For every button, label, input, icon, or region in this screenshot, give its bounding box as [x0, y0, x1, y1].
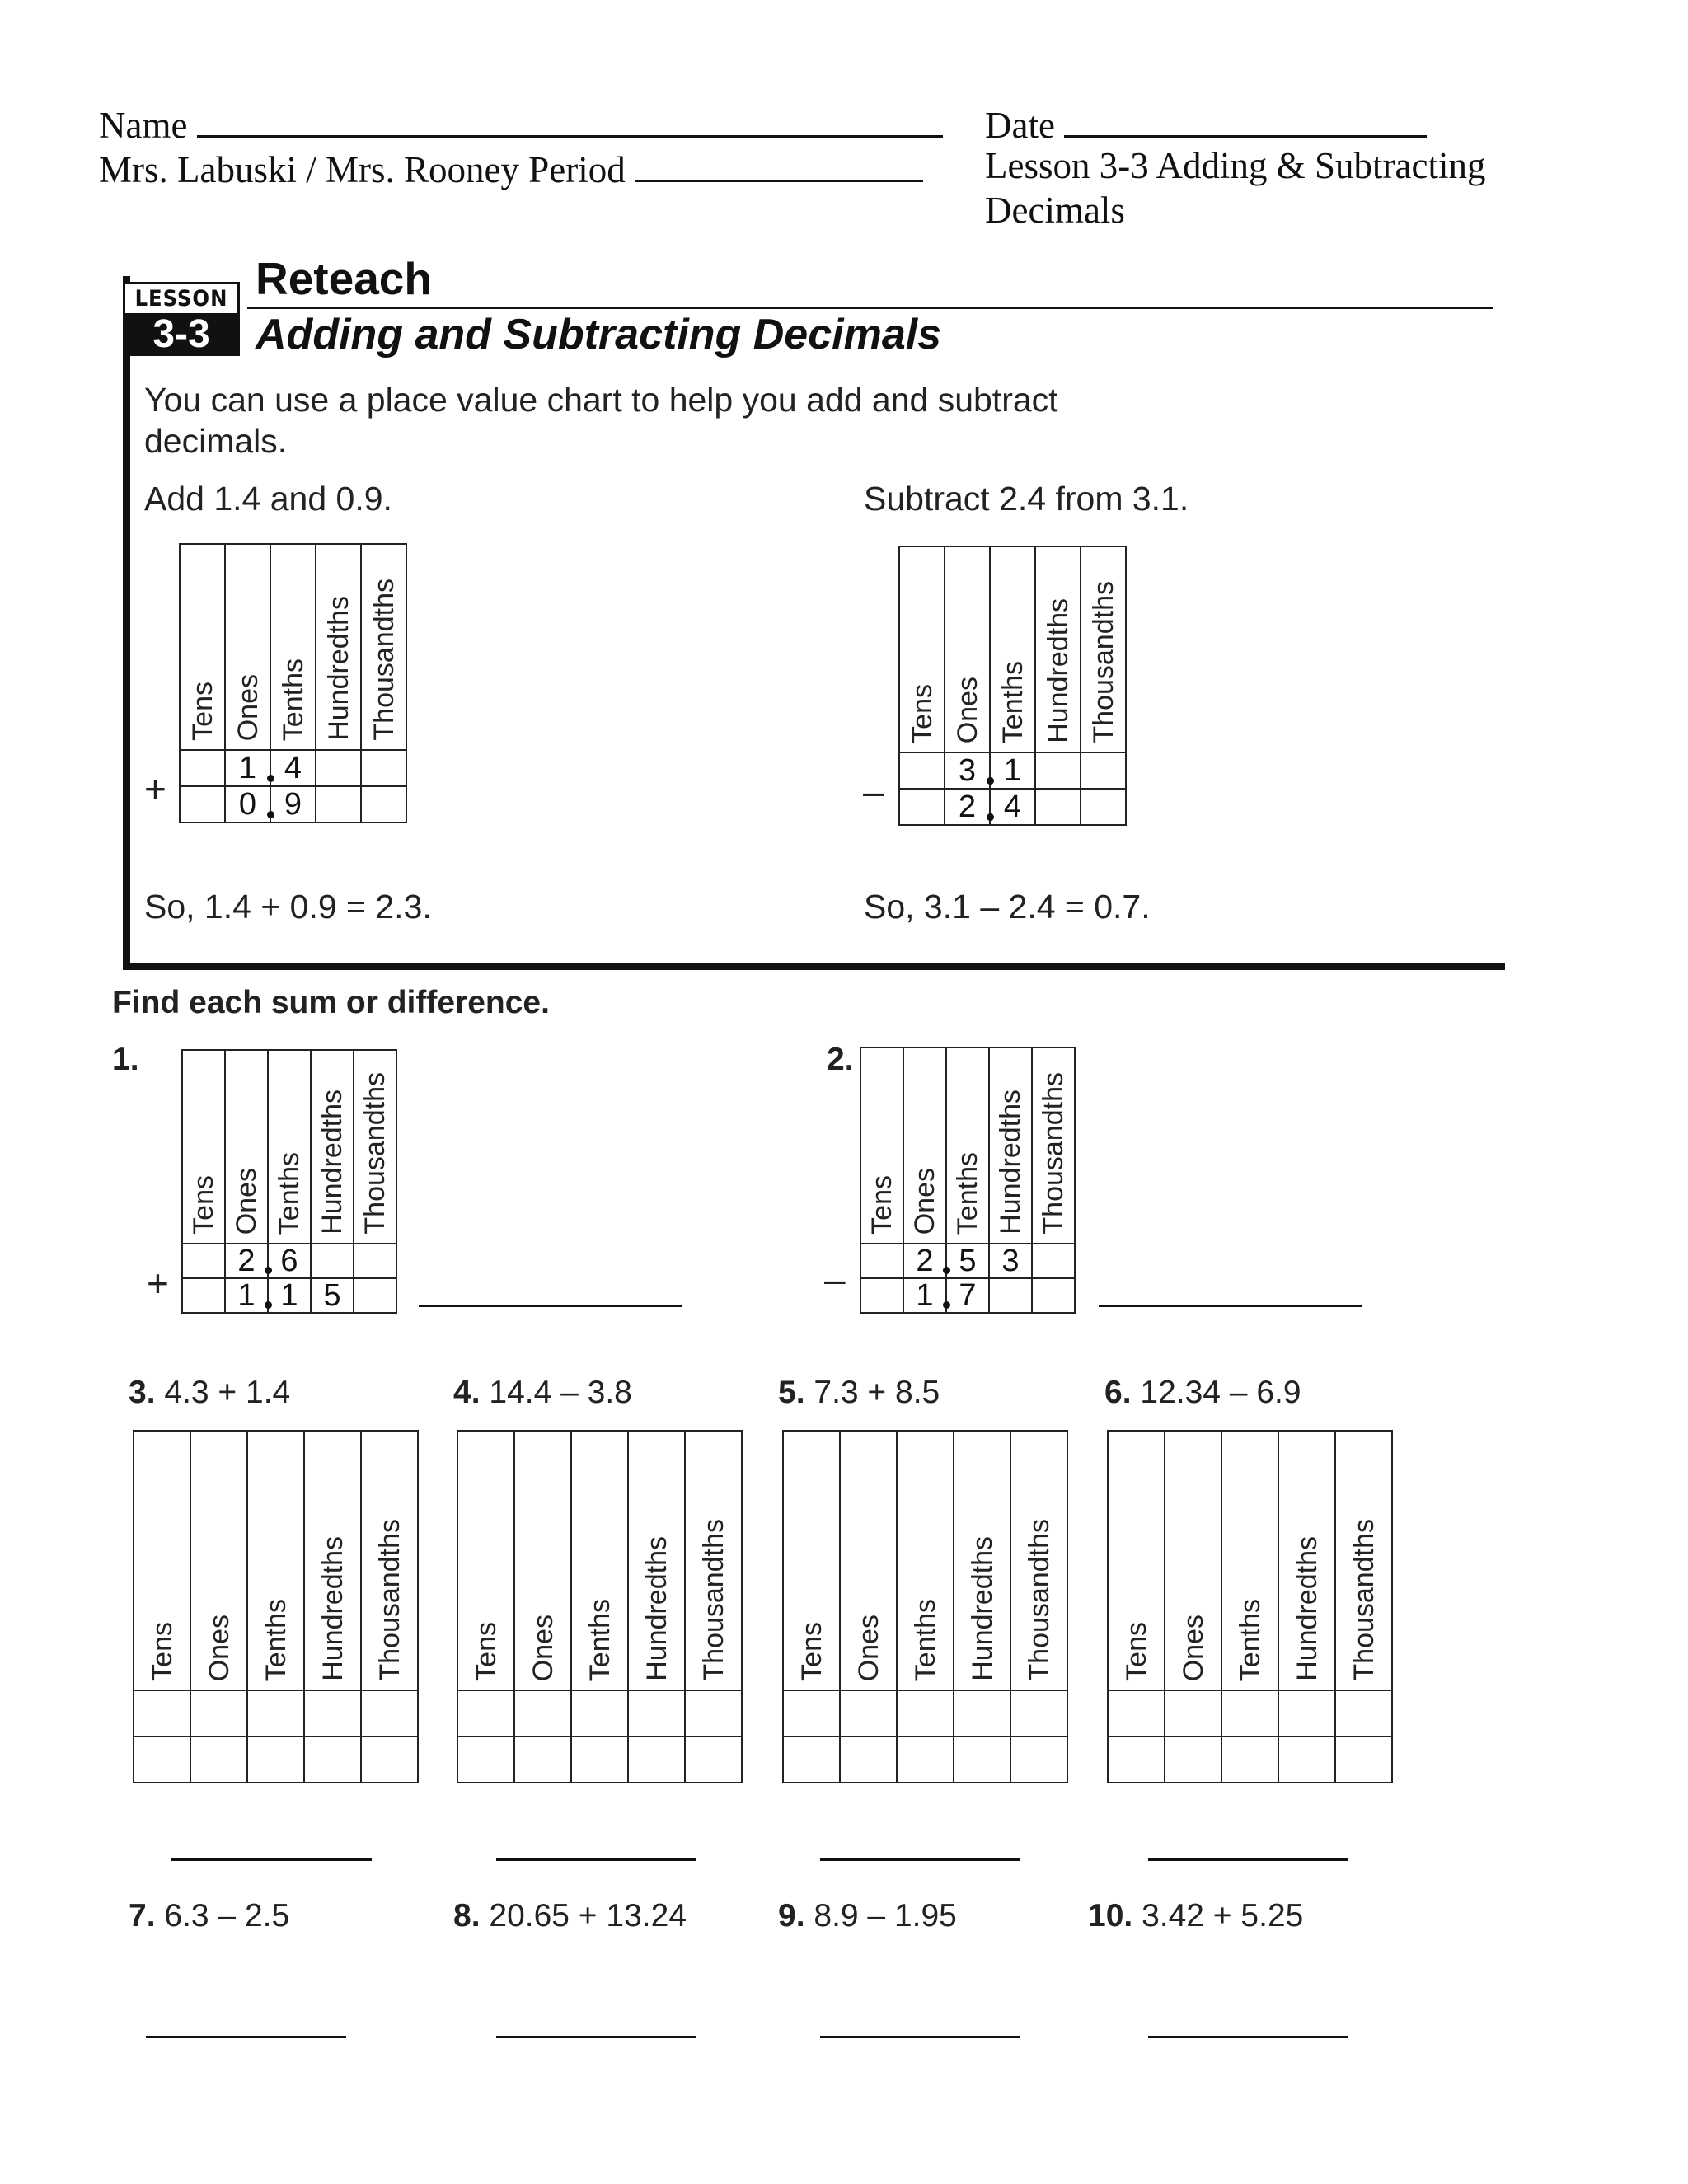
- pv-cell[interactable]: [361, 1736, 418, 1783]
- pv-header-tens: [182, 1050, 225, 1244]
- problem-5-answer-line[interactable]: [820, 1858, 1020, 1861]
- pv-cell[interactable]: [304, 1690, 361, 1736]
- pv-header-label: Tenths: [274, 1151, 305, 1235]
- pv-header-label: Tens: [188, 1175, 219, 1235]
- pv-header-tens: [860, 1047, 903, 1244]
- pv-cell: 2: [945, 789, 990, 825]
- example-subtract-result: So, 3.1 – 2.4 = 0.7.: [864, 888, 1151, 926]
- pv-header-tens: [1108, 1431, 1165, 1690]
- pv-cell[interactable]: [954, 1736, 1010, 1783]
- pv-header-label: Hundredths: [1291, 1536, 1323, 1681]
- example-add-result: So, 1.4 + 0.9 = 2.3.: [144, 888, 432, 926]
- pv-cell: [1032, 1278, 1075, 1313]
- pv-cell[interactable]: [783, 1736, 840, 1783]
- pv-cell[interactable]: [514, 1736, 571, 1783]
- lesson-badge-label: LESSON: [134, 286, 228, 312]
- pv-header-label: Hundredths: [995, 1090, 1026, 1235]
- pv-cell[interactable]: [457, 1690, 514, 1736]
- pv-cell: [361, 786, 406, 823]
- pv-cell[interactable]: [1165, 1690, 1221, 1736]
- decimal-point: [265, 1301, 272, 1309]
- problem-5-label: [778, 1374, 940, 1412]
- problem-2-operator: –: [824, 1258, 846, 1301]
- pv-cell[interactable]: [571, 1736, 628, 1783]
- pv-header-hundredths: [311, 1050, 354, 1244]
- pv-cell[interactable]: [1108, 1736, 1165, 1783]
- pv-cell: [1035, 789, 1081, 825]
- pv-cell: [899, 789, 945, 825]
- problem-1-operator: +: [147, 1262, 169, 1305]
- pv-header-label: Thousandths: [697, 1519, 729, 1681]
- problem-7-answer-line[interactable]: [146, 2036, 346, 2038]
- problem-2-number: 2.: [827, 1042, 854, 1077]
- pv-cell[interactable]: [1335, 1690, 1392, 1736]
- pv-header-label: Ones: [852, 1614, 884, 1681]
- problem-8-number: 8.: [453, 1898, 481, 1933]
- pv-cell[interactable]: [897, 1736, 954, 1783]
- pv-header-ones: [190, 1431, 247, 1690]
- pv-header-label: Ones: [231, 1167, 262, 1235]
- pv-cell: 2: [225, 1244, 268, 1278]
- pv-cell[interactable]: [190, 1736, 247, 1783]
- pv-header-ones: [840, 1431, 897, 1690]
- problem-4-label: [453, 1374, 632, 1412]
- minus-operator: –: [863, 770, 884, 813]
- pv-cell: 1: [225, 750, 270, 786]
- pv-header-label: Tens: [470, 1622, 502, 1681]
- name-label: Name: [99, 105, 188, 146]
- pv-cell: 7: [946, 1278, 989, 1313]
- pv-header-ones: [1165, 1431, 1221, 1690]
- pv-header-label: Tenths: [1234, 1598, 1266, 1681]
- problem-6-number: 6.: [1104, 1375, 1132, 1410]
- pv-header-hundredths: [304, 1431, 361, 1690]
- pv-cell[interactable]: [514, 1690, 571, 1736]
- pv-cell: 4: [270, 750, 316, 786]
- pv-header-label: Tens: [795, 1622, 828, 1681]
- pv-cell: 1: [268, 1278, 311, 1313]
- pv-cell: [1032, 1244, 1075, 1278]
- pv-header-tenths: [247, 1431, 304, 1690]
- pv-cell[interactable]: [1010, 1736, 1067, 1783]
- pv-cell: 3: [945, 752, 990, 789]
- problem-4-answer-line[interactable]: [496, 1858, 696, 1861]
- problem-7-label: [129, 1897, 289, 1935]
- pv-cell[interactable]: [840, 1736, 897, 1783]
- pv-header-label: Tens: [866, 1175, 898, 1235]
- place-value-chart-problem-3: [133, 1430, 419, 1783]
- name-line: [99, 99, 943, 148]
- pv-cell: 1: [990, 752, 1035, 789]
- pv-header-label: Thousandths: [368, 579, 400, 741]
- problem-7-number: 7.: [129, 1898, 156, 1933]
- pv-cell: 5: [946, 1244, 989, 1278]
- example-add-prompt: Add 1.4 and 0.9.: [144, 480, 392, 518]
- pv-header-label: Ones: [1177, 1614, 1209, 1681]
- pv-cell[interactable]: [190, 1690, 247, 1736]
- pv-cell[interactable]: [457, 1736, 514, 1783]
- pv-cell: [361, 750, 406, 786]
- place-value-chart-problem-6: [1107, 1430, 1393, 1783]
- reteach-title: Reteach: [256, 253, 432, 304]
- date-label: Date: [985, 105, 1055, 146]
- pv-cell[interactable]: [304, 1736, 361, 1783]
- pv-cell: [316, 750, 361, 786]
- pv-header-label: Tens: [186, 682, 218, 741]
- period-blank[interactable]: [635, 143, 923, 182]
- decimal-point: [987, 813, 994, 821]
- pv-header-label: Thousandths: [1023, 1519, 1055, 1681]
- pv-header-thousandths: [1335, 1431, 1392, 1690]
- pv-cell[interactable]: [897, 1690, 954, 1736]
- pv-header-label: Ones: [203, 1614, 235, 1681]
- pv-cell: [316, 786, 361, 823]
- pv-header-tenths: [897, 1431, 954, 1690]
- pv-header-label: Hundredths: [316, 1090, 348, 1235]
- pv-cell[interactable]: [628, 1690, 685, 1736]
- pv-header-thousandths: [361, 1431, 418, 1690]
- problem-1-answer-line[interactable]: [419, 1305, 682, 1307]
- problem-3-label: [129, 1374, 290, 1412]
- date-blank[interactable]: [1064, 99, 1427, 138]
- pv-cell: [354, 1278, 396, 1313]
- pv-header-label: Tens: [146, 1622, 178, 1681]
- pv-cell: [180, 750, 225, 786]
- pv-header-ones: [945, 546, 990, 752]
- pv-header-tenths: [270, 544, 316, 750]
- pv-header-ones: [225, 544, 270, 750]
- pv-header-tenths: [571, 1431, 628, 1690]
- problem-2-answer-line[interactable]: [1099, 1305, 1362, 1307]
- pv-header-hundredths: [989, 1047, 1032, 1244]
- pv-cell: [989, 1278, 1032, 1313]
- decimal-point: [265, 1267, 272, 1274]
- pv-cell[interactable]: [571, 1690, 628, 1736]
- date-line: [985, 99, 1427, 148]
- pv-header-hundredths: [954, 1431, 1010, 1690]
- pv-cell: 2: [903, 1244, 946, 1278]
- pv-header-label: Thousandths: [1087, 581, 1119, 743]
- pv-cell: 3: [989, 1244, 1032, 1278]
- place-value-chart-example-subtract: [898, 546, 1127, 826]
- problem-9-answer-line[interactable]: [820, 2036, 1020, 2038]
- pv-header-label: Thousandths: [373, 1519, 406, 1681]
- decimal-point: [267, 775, 274, 782]
- problem-8-expression: 20.65 + 13.24: [489, 1898, 687, 1933]
- pv-cell: 0: [225, 786, 270, 823]
- pv-header-label: Ones: [527, 1614, 559, 1681]
- pv-cell[interactable]: [1165, 1736, 1221, 1783]
- pv-cell[interactable]: [783, 1690, 840, 1736]
- pv-header-label: Tenths: [996, 660, 1029, 743]
- pv-cell: 6: [268, 1244, 311, 1278]
- pv-header-ones: [903, 1047, 946, 1244]
- pv-header-label: Hundredths: [1042, 598, 1074, 743]
- pv-cell: [1081, 752, 1126, 789]
- pv-header-label: Thousandths: [1038, 1072, 1069, 1235]
- pv-header-label: Thousandths: [359, 1072, 391, 1235]
- pv-header-label: Hundredths: [316, 1536, 349, 1681]
- place-value-chart-problem-5: [782, 1430, 1068, 1783]
- instructions: Find each sum or difference.: [112, 985, 550, 1020]
- pv-cell: [182, 1278, 225, 1313]
- reteach-subtitle: Adding and Subtracting Decimals: [256, 311, 942, 359]
- pv-header-label: Hundredths: [966, 1536, 998, 1681]
- pv-header-tenths: [268, 1050, 311, 1244]
- pv-header-label: Ones: [909, 1167, 940, 1235]
- pv-cell[interactable]: [840, 1690, 897, 1736]
- decimal-point: [943, 1267, 950, 1274]
- decimal-point: [267, 811, 274, 818]
- pv-header-tens: [783, 1431, 840, 1690]
- pv-header-label: Tenths: [277, 658, 309, 741]
- pv-header-label: Hundredths: [640, 1536, 673, 1681]
- pv-header-thousandths: [361, 544, 406, 750]
- intro-line2: decimals.: [144, 422, 288, 460]
- decimal-point: [987, 777, 994, 785]
- pv-cell[interactable]: [247, 1736, 304, 1783]
- problem-1-number: 1.: [112, 1042, 139, 1077]
- pv-cell: [860, 1244, 903, 1278]
- lesson-title-line1: Lesson 3-3 Adding & Subtracting: [985, 145, 1486, 186]
- pv-header-tens: [134, 1431, 190, 1690]
- pv-header-tenths: [946, 1047, 989, 1244]
- pv-cell: [899, 752, 945, 789]
- pv-header-thousandths: [1010, 1431, 1067, 1690]
- pv-header-tenths: [1221, 1431, 1278, 1690]
- pv-cell[interactable]: [1010, 1690, 1067, 1736]
- problem-9-label: [778, 1897, 957, 1935]
- pv-cell: 1: [225, 1278, 268, 1313]
- pv-cell: [182, 1244, 225, 1278]
- problem-8-label: [453, 1897, 687, 1935]
- pv-header-hundredths: [316, 544, 361, 750]
- pv-cell[interactable]: [685, 1736, 742, 1783]
- pv-cell[interactable]: [1221, 1736, 1278, 1783]
- plus-operator: +: [144, 767, 166, 810]
- pv-cell[interactable]: [1108, 1690, 1165, 1736]
- pv-cell: [354, 1244, 396, 1278]
- problem-4-number: 4.: [453, 1375, 481, 1410]
- problem-3-number: 3.: [129, 1375, 156, 1410]
- pv-header-label: Tenths: [909, 1598, 941, 1681]
- pv-header-tens: [899, 546, 945, 752]
- problem-10-answer-line[interactable]: [1148, 2036, 1348, 2038]
- pv-cell: 9: [270, 786, 316, 823]
- pv-cell: [1081, 789, 1126, 825]
- pv-cell: [180, 786, 225, 823]
- pv-header-tenths: [990, 546, 1035, 752]
- pv-cell[interactable]: [361, 1690, 418, 1736]
- pv-cell[interactable]: [1221, 1690, 1278, 1736]
- pv-cell[interactable]: [954, 1690, 1010, 1736]
- problem-6-expression: 12.34 – 6.9: [1140, 1375, 1301, 1410]
- pv-header-label: Ones: [232, 673, 264, 741]
- lesson-badge-number: 3-3: [125, 313, 237, 356]
- problem-6-answer-line[interactable]: [1148, 1858, 1348, 1861]
- pv-cell[interactable]: [1278, 1690, 1335, 1736]
- pv-header-label: Tens: [1120, 1622, 1152, 1681]
- problem-6-label: [1104, 1374, 1301, 1412]
- pv-header-thousandths: [1081, 546, 1126, 752]
- name-blank[interactable]: [197, 99, 943, 138]
- pv-header-ones: [514, 1431, 571, 1690]
- problem-5-expression: 7.3 + 8.5: [814, 1375, 940, 1410]
- place-value-chart-example-add: [179, 543, 407, 823]
- pv-header-thousandths: [354, 1050, 396, 1244]
- pv-cell[interactable]: [134, 1736, 190, 1783]
- example-subtract-prompt: Subtract 2.4 from 3.1.: [864, 480, 1189, 518]
- pv-cell: [311, 1244, 354, 1278]
- problem-9-expression: 8.9 – 1.95: [814, 1898, 957, 1933]
- pv-header-ones: [225, 1050, 268, 1244]
- pv-header-hundredths: [1278, 1431, 1335, 1690]
- pv-header-label: Tenths: [260, 1598, 292, 1681]
- place-value-chart-problem-2: [860, 1047, 1076, 1314]
- problem-10-number: 10.: [1088, 1898, 1133, 1933]
- pv-header-label: Tens: [906, 684, 938, 743]
- pv-cell[interactable]: [247, 1690, 304, 1736]
- pv-cell: [860, 1278, 903, 1313]
- teacher-period-label: Mrs. Labuski / Mrs. Rooney Period: [99, 149, 626, 190]
- pv-header-thousandths: [1032, 1047, 1075, 1244]
- pv-cell: 5: [311, 1278, 354, 1313]
- place-value-chart-problem-4: [457, 1430, 743, 1783]
- intro-line1: You can use a place value chart to help you add and subtract: [144, 381, 1058, 419]
- pv-cell: 1: [903, 1278, 946, 1313]
- pv-header-thousandths: [685, 1431, 742, 1690]
- lesson-title-line2: Decimals: [985, 190, 1125, 231]
- pv-header-label: Tenths: [584, 1598, 616, 1681]
- lesson-badge: [123, 282, 240, 356]
- pv-header-label: Thousandths: [1348, 1519, 1380, 1681]
- decimal-point: [943, 1301, 950, 1309]
- problem-4-expression: 14.4 – 3.8: [489, 1375, 632, 1410]
- problem-3-expression: 4.3 + 1.4: [164, 1375, 291, 1410]
- pv-header-label: Tenths: [952, 1151, 983, 1235]
- pv-header-tens: [457, 1431, 514, 1690]
- problem-5-number: 5.: [778, 1375, 805, 1410]
- place-value-chart-problem-1: [181, 1049, 397, 1314]
- problem-10-expression: 3.42 + 5.25: [1142, 1898, 1304, 1933]
- pv-header-label: Ones: [951, 676, 983, 743]
- period-line: [99, 143, 923, 192]
- problem-8-answer-line[interactable]: [496, 2036, 696, 2038]
- pv-cell[interactable]: [1278, 1736, 1335, 1783]
- pv-cell: 4: [990, 789, 1035, 825]
- problem-10-label: [1088, 1897, 1303, 1935]
- pv-header-tens: [180, 544, 225, 750]
- problem-9-number: 9.: [778, 1898, 805, 1933]
- pv-cell[interactable]: [628, 1736, 685, 1783]
- pv-cell[interactable]: [1335, 1736, 1392, 1783]
- pv-header-hundredths: [1035, 546, 1081, 752]
- pv-cell[interactable]: [685, 1690, 742, 1736]
- pv-header-label: Hundredths: [322, 596, 354, 741]
- problem-7-expression: 6.3 – 2.5: [164, 1898, 290, 1933]
- pv-cell[interactable]: [134, 1690, 190, 1736]
- pv-cell: [1035, 752, 1081, 789]
- problem-3-answer-line[interactable]: [171, 1858, 372, 1861]
- pv-header-hundredths: [628, 1431, 685, 1690]
